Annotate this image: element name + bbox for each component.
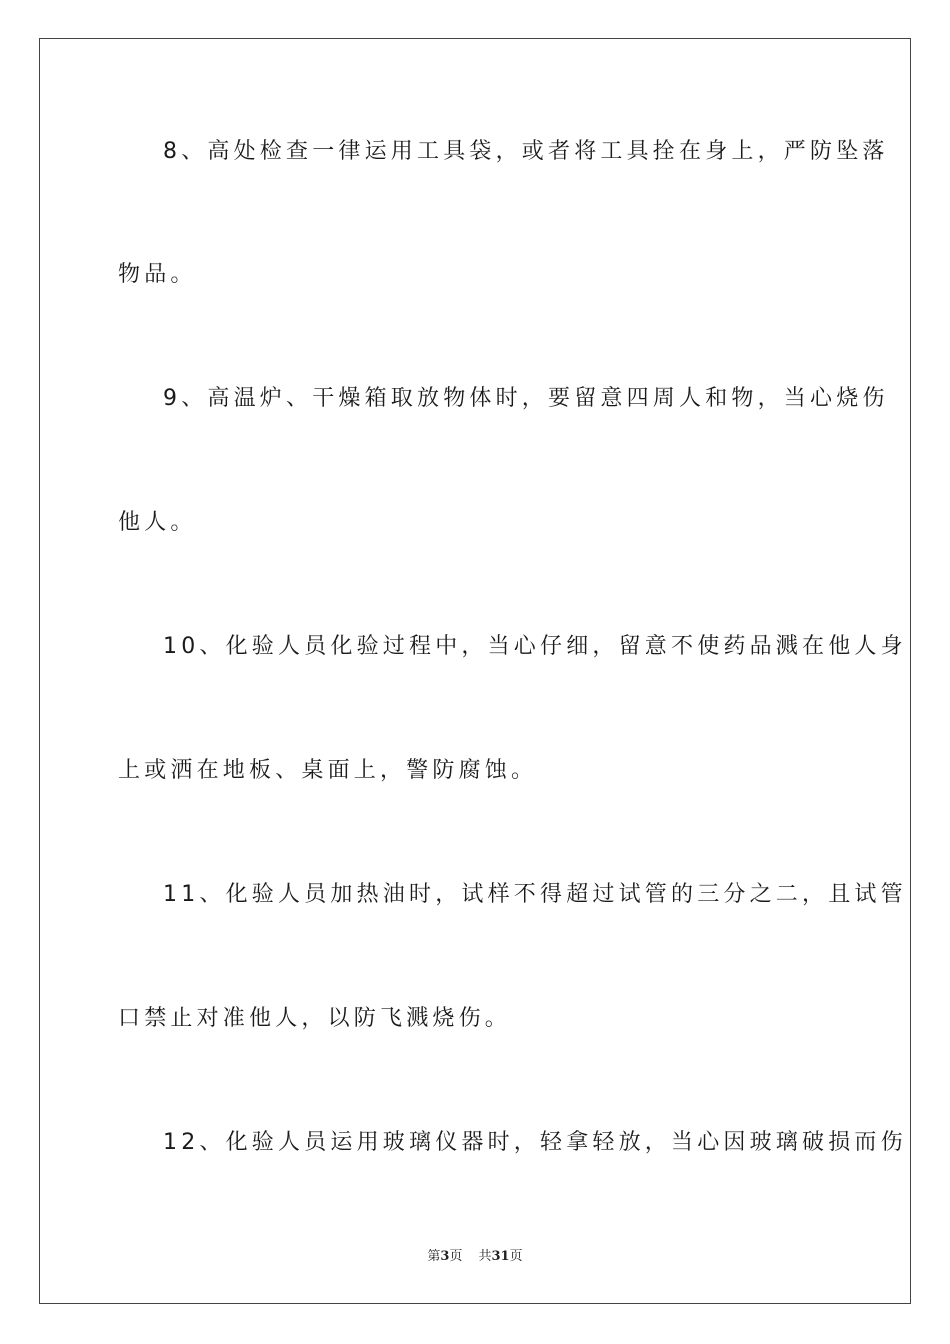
- footer-total-suffix: 页: [509, 1249, 523, 1264]
- paragraph-8-line-1: 8、高处检查一律运用工具袋，或者将工具拴在身上，严防坠落: [163, 139, 889, 164]
- footer-page-prefix: 第: [427, 1249, 441, 1264]
- footer-total-prefix: 共: [478, 1249, 492, 1264]
- paragraph-8-line-2: 物品。: [118, 262, 197, 287]
- page-border: [39, 38, 911, 1304]
- paragraph-11-line-2: 口禁止对准他人，以防飞溅烧伤。: [118, 1006, 512, 1031]
- footer-page-suffix: 页: [449, 1249, 463, 1264]
- page-footer: [0, 1248, 950, 1266]
- paragraph-11-line-1: 11、化验人员加热油时，试样不得超过试管的三分之二，且试管: [163, 882, 907, 907]
- paragraph-10-line-2: 上或洒在地板、桌面上，警防腐蚀。: [118, 758, 538, 783]
- footer-total-pages: 31: [491, 1249, 510, 1264]
- footer-page-number: 3: [440, 1249, 450, 1264]
- paragraph-9-line-1: 9、高温炉、干燥箱取放物体时，要留意四周人和物，当心烧伤: [163, 386, 889, 411]
- paragraph-12-line-1: 12、化验人员运用玻璃仪器时，轻拿轻放，当心因玻璃破损而伤: [163, 1130, 907, 1155]
- paragraph-9-line-2: 他人。: [118, 510, 197, 535]
- paragraph-10-line-1: 10、化验人员化验过程中，当心仔细，留意不使药品溅在他人身: [163, 634, 907, 659]
